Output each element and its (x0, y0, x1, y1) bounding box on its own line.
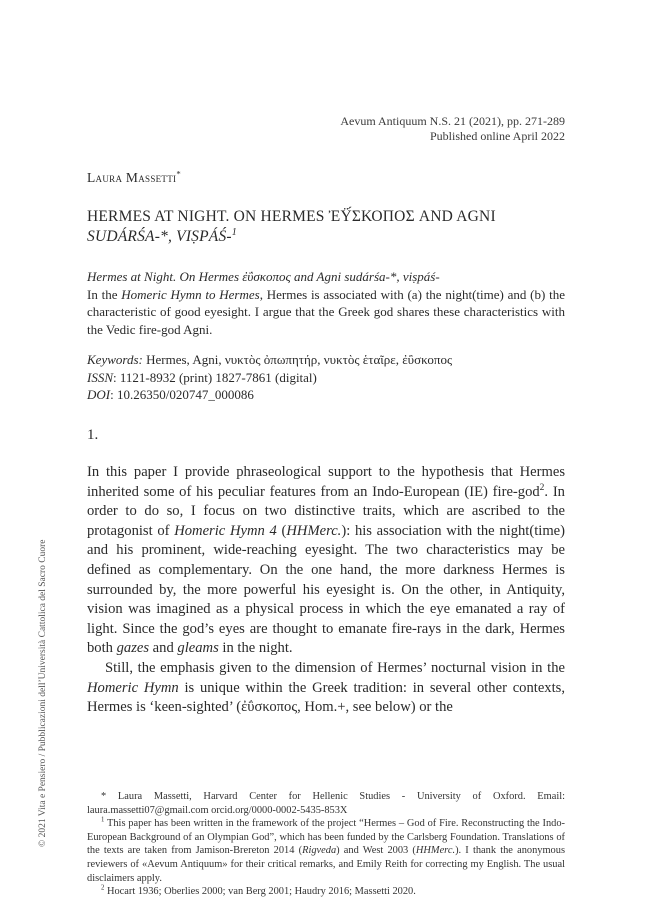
abstract (87, 268, 565, 338)
p1-text-c: ( (276, 522, 287, 539)
author-footnote-mark: * (176, 168, 182, 179)
footnote-2 (87, 885, 565, 899)
doi-line (87, 386, 565, 404)
issn-value: : 1121-8932 (print) 1827-7861 (digital) (113, 369, 317, 385)
doi-value: : 10.26350/020747_000086 (110, 387, 254, 402)
footnote-1-em-rigveda: Rigveda (302, 845, 337, 857)
p1-text-a: In this paper I provide phraseological support to the hypothesis that Hermes inherited some of his peculiar features from an Indo-European (IE) fire-god (87, 464, 565, 500)
footnote-1-em-hhmerc: HHMerc. (415, 845, 456, 857)
paragraph-1 (87, 463, 565, 659)
abstract-text-a: In the (87, 286, 122, 302)
footnote-1-text-b: ) and West 2003 ( (336, 845, 416, 857)
section-heading: 1. (87, 427, 99, 443)
p2-em-hymn: Homeric Hymn (87, 679, 179, 696)
issn-label: ISSN (87, 369, 113, 385)
p1-em-hhmerc: HHMerc. (286, 522, 342, 539)
footnote-1 (87, 817, 565, 885)
abstract-title: Hermes at Night. On Hermes ἐΰσκοπος and Agni sudárśa-*, viṣpáś- (87, 269, 440, 284)
author-name (87, 170, 565, 186)
p1-text-d: ): his association with the night(time) and his prominent, wide-reaching eyesight. The two characteristics may be defined as complementary. On the one hand, the more darkness Hermes is surrounded by, the more powerful his eyesight is. On the other, in Antiquity, vision was imagined as a physical process in which the eye emanated a ray of light. Since the god’s eyes are thought to emanate fire-rays in the dark, Hermes both (87, 522, 566, 657)
p1-em-hymn: Homeric Hymn 4 (174, 522, 277, 539)
article-title-line2 (87, 227, 565, 247)
footnote-author: * Laura Massetti, Harvard Center for Hellenic Studies - University of Oxford. Email: laura.massetti07@gmail.com orcid.org/0000-0002-5435-853X (87, 791, 565, 816)
footnote-1-text-a: This paper has been written in the framework of the project “Hermes – God of Fire. Reconstructing the Indo-European Background of an Olympian God”, which has been funded by the Carlsberg Foundation. Translations of the texts are taken from Jamison-Brereton 2014 ( (87, 818, 565, 857)
keywords-line (87, 351, 565, 369)
abstract-text-em: Homeric Hymn to Hermes (121, 286, 260, 302)
paragraph-2 (87, 659, 565, 718)
p2-text-a: Still, the emphasis given to the dimension of Hermes’ nocturnal vision in the (105, 659, 565, 676)
article-metadata (87, 351, 565, 404)
issn-line (87, 369, 565, 387)
article-title (87, 207, 565, 247)
p1-em-gleams: gleams (177, 640, 219, 657)
publication-date: Published online April 2022 (430, 129, 565, 143)
keywords-value: Hermes, Agni, νυκτὸς ὀπωπητήρ, νυκτὸς ἑταῖρε, ἐΰσκοπος (142, 352, 453, 367)
p1-em-gazes: gazes (116, 640, 150, 657)
copyright-sidebar: © 2021 Vita e Pensiero / Pubblicazioni dell’Università Cattolica del Sacro Cuore (38, 539, 48, 847)
abstract-text (87, 286, 565, 339)
p1-text-e: and (149, 640, 178, 657)
footnote-1-text-c: ). I thank the anonymous reviewers of «Aevum Antiquum» for their critical remarks, and Emily Reith for correcting my English. The usual disclaimers apply. (87, 845, 565, 884)
footnote-ref-2: 2 (539, 482, 545, 493)
p2-text-b: is unique within the Greek tradition: in several other contexts, Hermes is ‘keen-sighted’ (ἐΰσκοπος, Hom.+, see below) or the (87, 679, 565, 716)
body-text (87, 463, 565, 718)
doi-label: DOI (87, 387, 111, 402)
title-footnote-ref: 1 (231, 226, 238, 238)
abstract-text-b: , Hermes is associated with (a) the night(time) and (b) the characteristic of good eyesight. I argue that the Greek god shares these characteristics with the Vedic fire-god Agni. (87, 286, 565, 337)
article-title-line2-text: SUDÁRŚA-*, VIṢPÁŚ- (87, 228, 232, 245)
article-title-line1: HERMES AT NIGHT. ON HERMES ἘΫ́ΣΚΟΠΟΣ AND AGNI (87, 208, 496, 225)
p1-text-f: in the night. (218, 640, 293, 657)
footnotes (87, 790, 565, 899)
keywords-label: Keywords: (87, 352, 143, 367)
journal-citation: Aevum Antiquum N.S. 21 (2021), pp. 271-289 (340, 114, 565, 128)
p1-text-b: . In order to do so, I focus on two distinctive traits, which are ascribed to the protagonist of (87, 483, 565, 539)
footnote-2-number: 2 (101, 884, 105, 892)
footnote-1-number: 1 (101, 816, 105, 824)
author-name-text: Laura Massetti (87, 170, 177, 185)
journal-header (340, 114, 565, 144)
footnote-2-text: Hocart 1936; Oberlies 2000; van Berg 2001; Haudry 2016; Massetti 2020. (104, 886, 416, 898)
